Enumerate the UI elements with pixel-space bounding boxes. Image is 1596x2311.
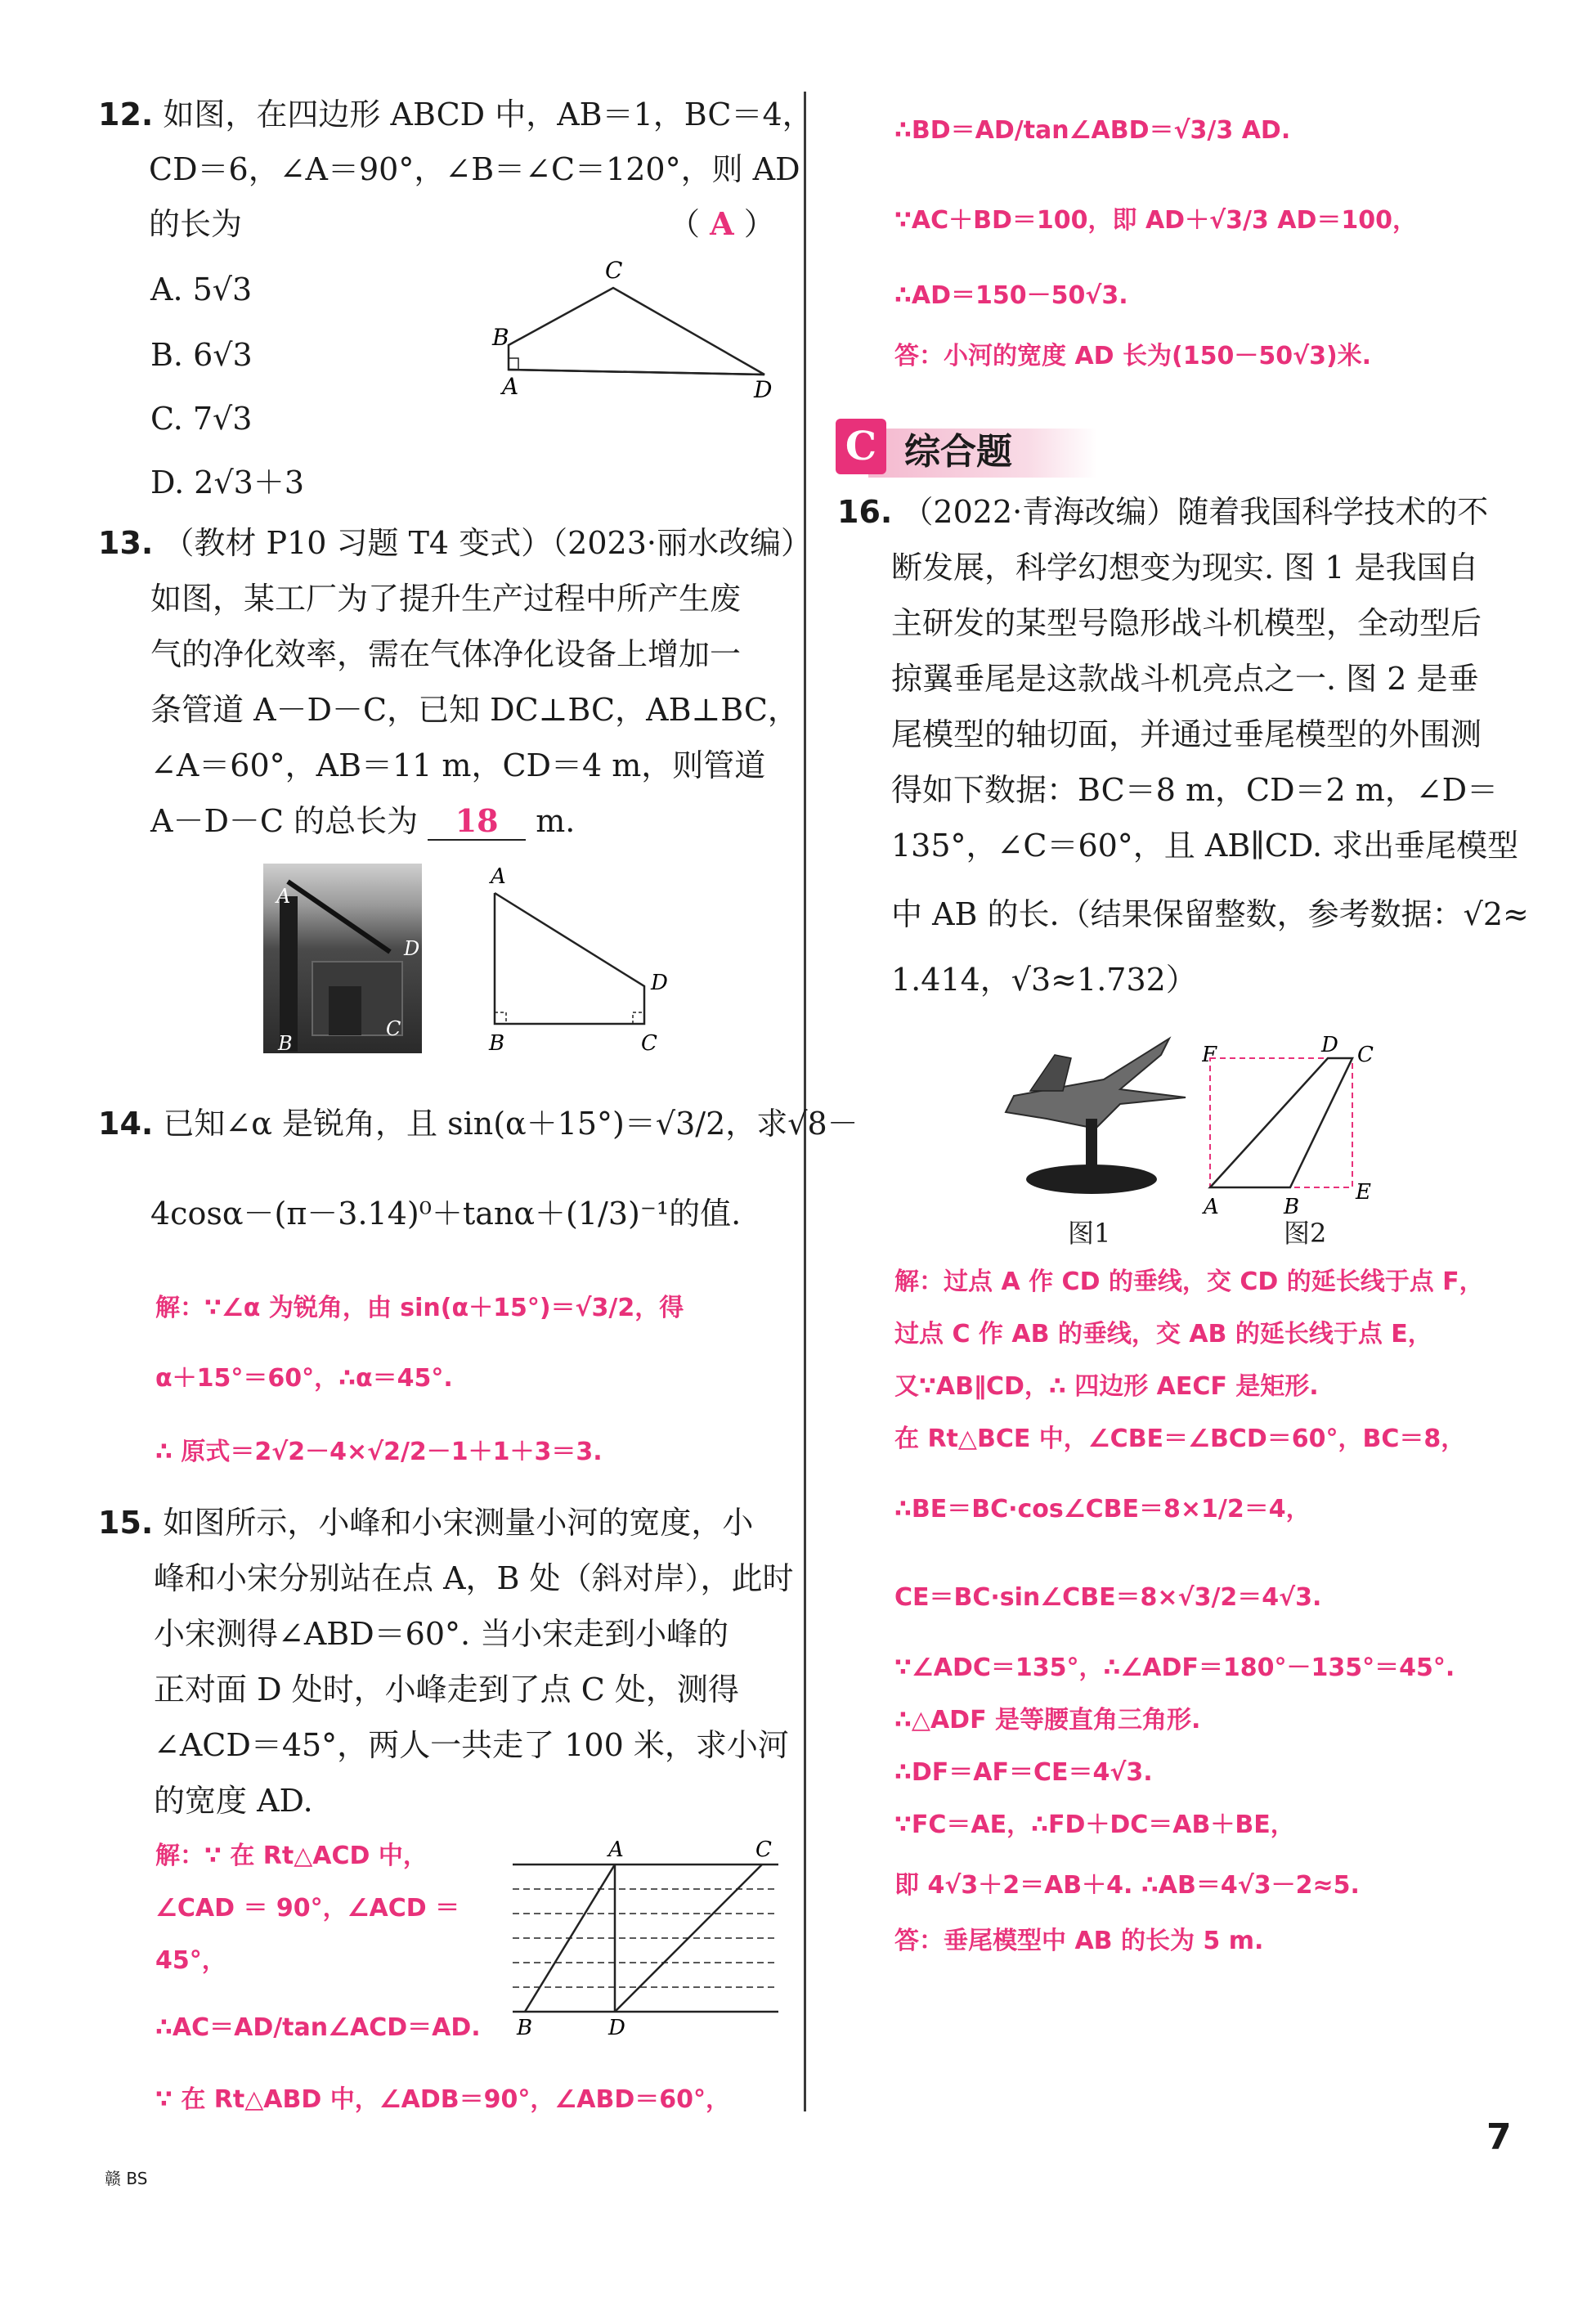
- q15-line3: 小宋测得∠ABD＝60°. 当小宋走到小峰的: [154, 1616, 729, 1652]
- q13-line3: 气的净化效率，需在气体净化设备上增加一: [150, 636, 742, 672]
- q16-solution-1: 解：过点 A 作 CD 的垂线，交 CD 的延长线于点 F，: [894, 1268, 1484, 1296]
- q15-label-c: C: [755, 1838, 772, 1862]
- q15-solution-4: ∴AC＝AD/tan∠ACD＝AD.: [155, 2013, 481, 2042]
- q13-quadrilateral: [495, 893, 644, 1024]
- q13-number: 13.: [98, 525, 154, 561]
- q15-figure: [500, 1835, 787, 2040]
- q16-jet-body: [1006, 1039, 1186, 1129]
- q16-solution-6: CE＝BC·sin∠CBE＝8×√3/2＝4√3.: [894, 1583, 1322, 1612]
- column-divider: [804, 92, 806, 2111]
- q13-photo: [263, 864, 422, 1053]
- q16-line3: 主研发的某型号隐形战斗机模型，全动型后: [891, 605, 1482, 641]
- q12-line1: 12. 如图，在四边形 ABCD 中，AB＝1，BC＝4，: [98, 96, 814, 132]
- q15-solution-3: 45°，: [155, 1946, 226, 1975]
- q12-right-angle-mark: [509, 358, 518, 370]
- q16-solution-9: ∴DF＝AF＝CE＝4√3.: [894, 1758, 1153, 1787]
- q16-line9: 1.414，√3≈1.732）: [891, 962, 1197, 998]
- q16-label-c: C: [1357, 1043, 1374, 1067]
- section-letter-badge: [836, 419, 886, 474]
- q14-line2: 4cosα－(π－3.14)⁰＋tanα＋(1/3)⁻¹的值.: [150, 1196, 742, 1232]
- q13-photo-label-a: A: [276, 885, 291, 908]
- q15-solution-2: ∠CAD ＝ 90°，∠ACD ＝: [155, 1894, 460, 1923]
- q13-photo-label-d: D: [404, 937, 420, 960]
- q16-fig1-caption: 图1: [1068, 1218, 1111, 1249]
- q12-option-c: C. 7√3: [150, 401, 253, 437]
- q12-label-c: C: [605, 257, 623, 284]
- q13-line5: ∠A＝60°，AB＝11 m，CD＝4 m，则管道: [150, 747, 766, 783]
- q13-photo-pipe: [288, 882, 390, 952]
- q15-solution-9: 答：小河的宽度 AD 长为(150－50√3)米.: [894, 342, 1372, 370]
- q14-solution-2: α＋15°＝60°，∴α＝45°.: [155, 1364, 453, 1393]
- q15-solution-1: 解：∵ 在 Rt△ACD 中，: [155, 1842, 428, 1870]
- q12-option-b: B. 6√3: [150, 337, 253, 373]
- q16-solution-2: 过点 C 作 AB 的垂线，交 AB 的延长线于点 E，: [894, 1320, 1432, 1348]
- q16-dashed-rectangle: [1210, 1058, 1352, 1187]
- q15-line6: 的宽度 AD.: [154, 1783, 313, 1819]
- q16-solution-7: ∵∠ADC＝135°，∴∠ADF＝180°－135°＝45°.: [894, 1654, 1455, 1682]
- q16-jet-stand-base: [1026, 1164, 1157, 1194]
- q13-line4: 条管道 A－D－C，已知 DC⊥BC，AB⊥BC，: [150, 692, 799, 728]
- section-header: [836, 414, 1081, 481]
- q12-number: 12.: [98, 96, 154, 132]
- q16-figure2: [1202, 1032, 1398, 1220]
- q13-photo-door: [329, 986, 361, 1035]
- q15-label-a: A: [608, 1838, 624, 1862]
- q12-option-d: D. 2√3＋3: [150, 464, 305, 500]
- q15-line5: ∠ACD＝45°，两人一共走了 100 米，求小河: [154, 1727, 789, 1763]
- q13-line2: 如图，某工厂为了提升生产过程中所产生废: [150, 581, 742, 617]
- q15-solution-7: ∵AC＋BD＝100，即 AD＋√3/3 AD＝100，: [894, 206, 1417, 235]
- q13-label-d: D: [651, 971, 668, 995]
- q12-answer-value: A: [710, 205, 734, 242]
- q12-label-d: D: [754, 376, 773, 401]
- q15-line2: 峰和小宋分别站在点 A，B 处（斜对岸），此时: [154, 1560, 794, 1596]
- page-number: 7: [1486, 2116, 1512, 2158]
- q16-label-f: F: [1202, 1043, 1217, 1067]
- q16-line6: 得如下数据：BC＝8 m，CD＝2 m，∠D＝: [891, 772, 1499, 808]
- q12-line2: CD＝6，∠A＝90°，∠B＝∠C＝120°，则 AD: [149, 151, 800, 187]
- q15-line1: 15. 如图所示，小峰和小宋测量小河的宽度，小: [98, 1505, 754, 1541]
- q13-photo-drawing: [263, 864, 422, 1053]
- q16-number: 16.: [837, 494, 893, 530]
- q15-solution-8: ∴AD＝150－50√3.: [894, 281, 1128, 310]
- q15-number: 15.: [98, 1505, 154, 1541]
- q16-line1: 16. （2022·青海改编）随着我国科学技术的不: [837, 494, 1489, 530]
- q14-line1: 14. 已知∠α 是锐角，且 sin(α＋15°)＝√3/2，求√8－: [98, 1106, 859, 1142]
- q12-answer: （ A ）: [669, 205, 775, 242]
- q16-solution-11: 即 4√3＋2＝AB＋4. ∴AB＝4√3－2≈5.: [894, 1871, 1360, 1900]
- q15-label-b: B: [517, 2016, 533, 2040]
- q15-solution-5: ∵ 在 Rt△ABD 中，∠ADB＝90°，∠ABD＝60°，: [155, 2085, 730, 2114]
- q13-line1: 13. （教材 P10 习题 T4 变式）（2023·丽水改编）: [98, 525, 812, 561]
- q12-quadrilateral: [509, 288, 764, 375]
- q13-line6: A－D－C 的总长为 18 m.: [150, 802, 576, 839]
- q12-option-a: A. 5√3: [150, 271, 253, 307]
- q13-label-a: A: [491, 867, 506, 889]
- q13-figure: [482, 867, 687, 1063]
- q16-line7: 135°，∠C＝60°，且 AB∥CD. 求出垂尾模型: [891, 828, 1519, 864]
- q12-side-ad: [509, 370, 764, 375]
- q16-label-e: E: [1356, 1180, 1371, 1205]
- q16-fig2-caption: 图2: [1284, 1218, 1327, 1249]
- q16-line2: 断发展，科学幻想变为现实. 图 1 是我国自: [891, 550, 1479, 586]
- q12-label-a: A: [502, 373, 519, 400]
- q12-figure: [482, 254, 785, 401]
- q16-line8: 中 AB 的长.（结果保留整数，参考数据：√2≈: [891, 896, 1529, 932]
- q13-label-c: C: [641, 1031, 657, 1056]
- q13-label-b: B: [489, 1031, 505, 1056]
- q13-right-angle-c: [633, 1012, 644, 1024]
- q15-label-d: D: [608, 2016, 625, 2040]
- q16-solution-5: ∴BE＝BC·cos∠CBE＝8×1/2＝4，: [894, 1495, 1311, 1523]
- q16-line4: 掠翼垂尾是这款战斗机亮点之一. 图 2 是垂: [891, 661, 1479, 697]
- q16-line5: 尾模型的轴切面，并通过垂尾模型的外围测: [891, 716, 1482, 752]
- q16-label-b: B: [1284, 1195, 1300, 1219]
- section-title: 综合题: [904, 431, 1012, 473]
- q14-solution-3: ∴ 原式＝2√2－4×√2/2－1＋1＋3＝3.: [155, 1438, 603, 1466]
- q12-label-b: B: [492, 324, 509, 351]
- q16-jet-stand-pole: [1086, 1119, 1097, 1168]
- q16-solution-3: 又∵AB∥CD，∴ 四边形 AECF 是矩形.: [894, 1372, 1319, 1401]
- q14-number: 14.: [98, 1106, 154, 1142]
- q16-solution-12: 答：垂尾模型中 AB 的长为 5 m.: [894, 1927, 1264, 1955]
- q16-label-a: A: [1204, 1195, 1219, 1219]
- q13-photo-label-b: B: [278, 1032, 293, 1053]
- q16-solution-10: ∵FC＝AE，∴FD＋DC＝AB＋BE，: [894, 1811, 1295, 1839]
- q16-figure1-jet: [998, 1022, 1194, 1202]
- q12-line3: 的长为: [149, 206, 243, 242]
- q15-solution-6: ∴BD＝AD/tan∠ABD＝√3/3 AD.: [894, 116, 1291, 145]
- q13-answer-blank: 18: [428, 803, 526, 841]
- q14-solution-1: 解：∵∠α 为锐角，由 sin(α＋15°)＝√3/2，得: [155, 1294, 684, 1322]
- q15-line4: 正对面 D 处时，小峰走到了点 C 处，测得: [154, 1672, 739, 1707]
- footer-edition: 赣 BS: [105, 2169, 148, 2188]
- q13-right-angle-b: [495, 1012, 506, 1024]
- q16-trapezoid: [1210, 1058, 1352, 1187]
- section-letter: C: [845, 424, 877, 469]
- q16-jet-tail: [1030, 1055, 1071, 1091]
- q16-label-d: D: [1321, 1033, 1338, 1057]
- q13-photo-chimney: [280, 896, 298, 1052]
- q13-photo-label-c: C: [386, 1017, 401, 1040]
- q16-solution-8: ∴△ADF 是等腰直角三角形.: [894, 1706, 1201, 1734]
- q16-solution-4: 在 Rt△BCE 中，∠CBE＝∠BCD＝60°，BC＝8，: [894, 1425, 1466, 1453]
